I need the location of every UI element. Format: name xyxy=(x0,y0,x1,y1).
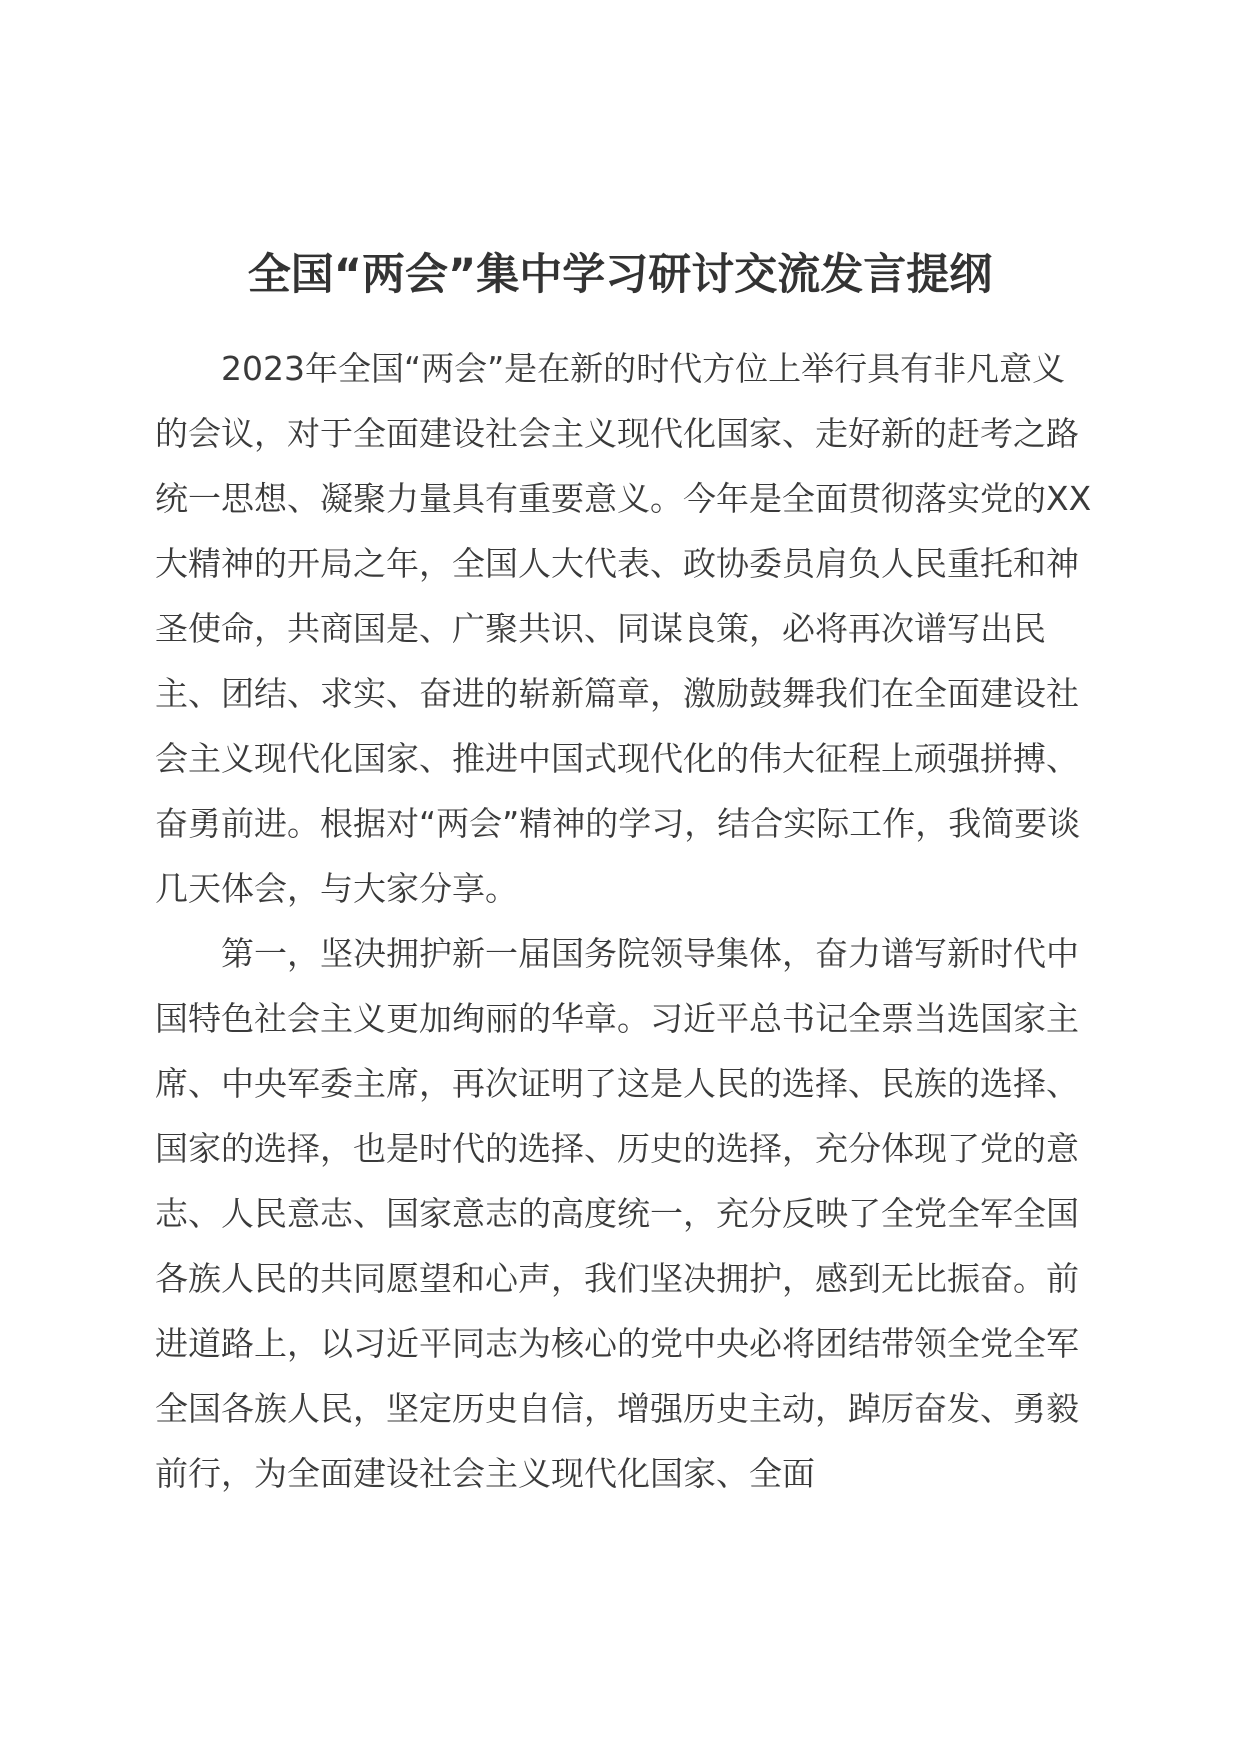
document-body xyxy=(155,336,1095,1506)
paragraph-intro: 2023年全国“两会”是在新的时代方位上举行具有非凡意义的会议，对于全面建设社会主义现代化国家、走好新的赶考之路统一思想、凝聚力量具有重要意义。今年是全面贯彻落实党的XX大精神的开局之年，全国人大代表、政协委员肩负人民重托和神圣使命，共商国是、广聚共识、同谋良策，必将再次谱写出民主、团结、求实、奋进的崭新篇章，激励鼓舞我们在全面建设社会主义现代化国家、推进中国式现代化的伟大征程上顽强拼搏、奋勇前进。根据对“两会”精神的学习，结合实际工作，我简要谈几天体会，与大家分享。 xyxy=(155,349,1092,908)
document-title: 全国“两会”集中学习研讨交流发言提纲 xyxy=(247,250,993,300)
paragraph-first-point: 第一，坚决拥护新一届国务院领导集体，奋力谱写新时代中国特色社会主义更加绚丽的华章。习近平总书记全票当选国家主席、中央军委主席，再次证明了这是人民的选择、民族的选择、国家的选择，也是时代的选择、历史的选择，充分体现了党的意志、人民意志、国家意志的高度统一，充分反映了全党全军全国各族人民的共同愿望和心声，我们坚决拥护，感到无比振奋。前进道路上，以习近平同志为核心的党中央必将团结带领全党全军全国各族人民，坚定历史自信，增强历史主动，踔厉奋发、勇毅前行，为全面建设社会主义现代化国家、全面 xyxy=(155,934,1079,1493)
